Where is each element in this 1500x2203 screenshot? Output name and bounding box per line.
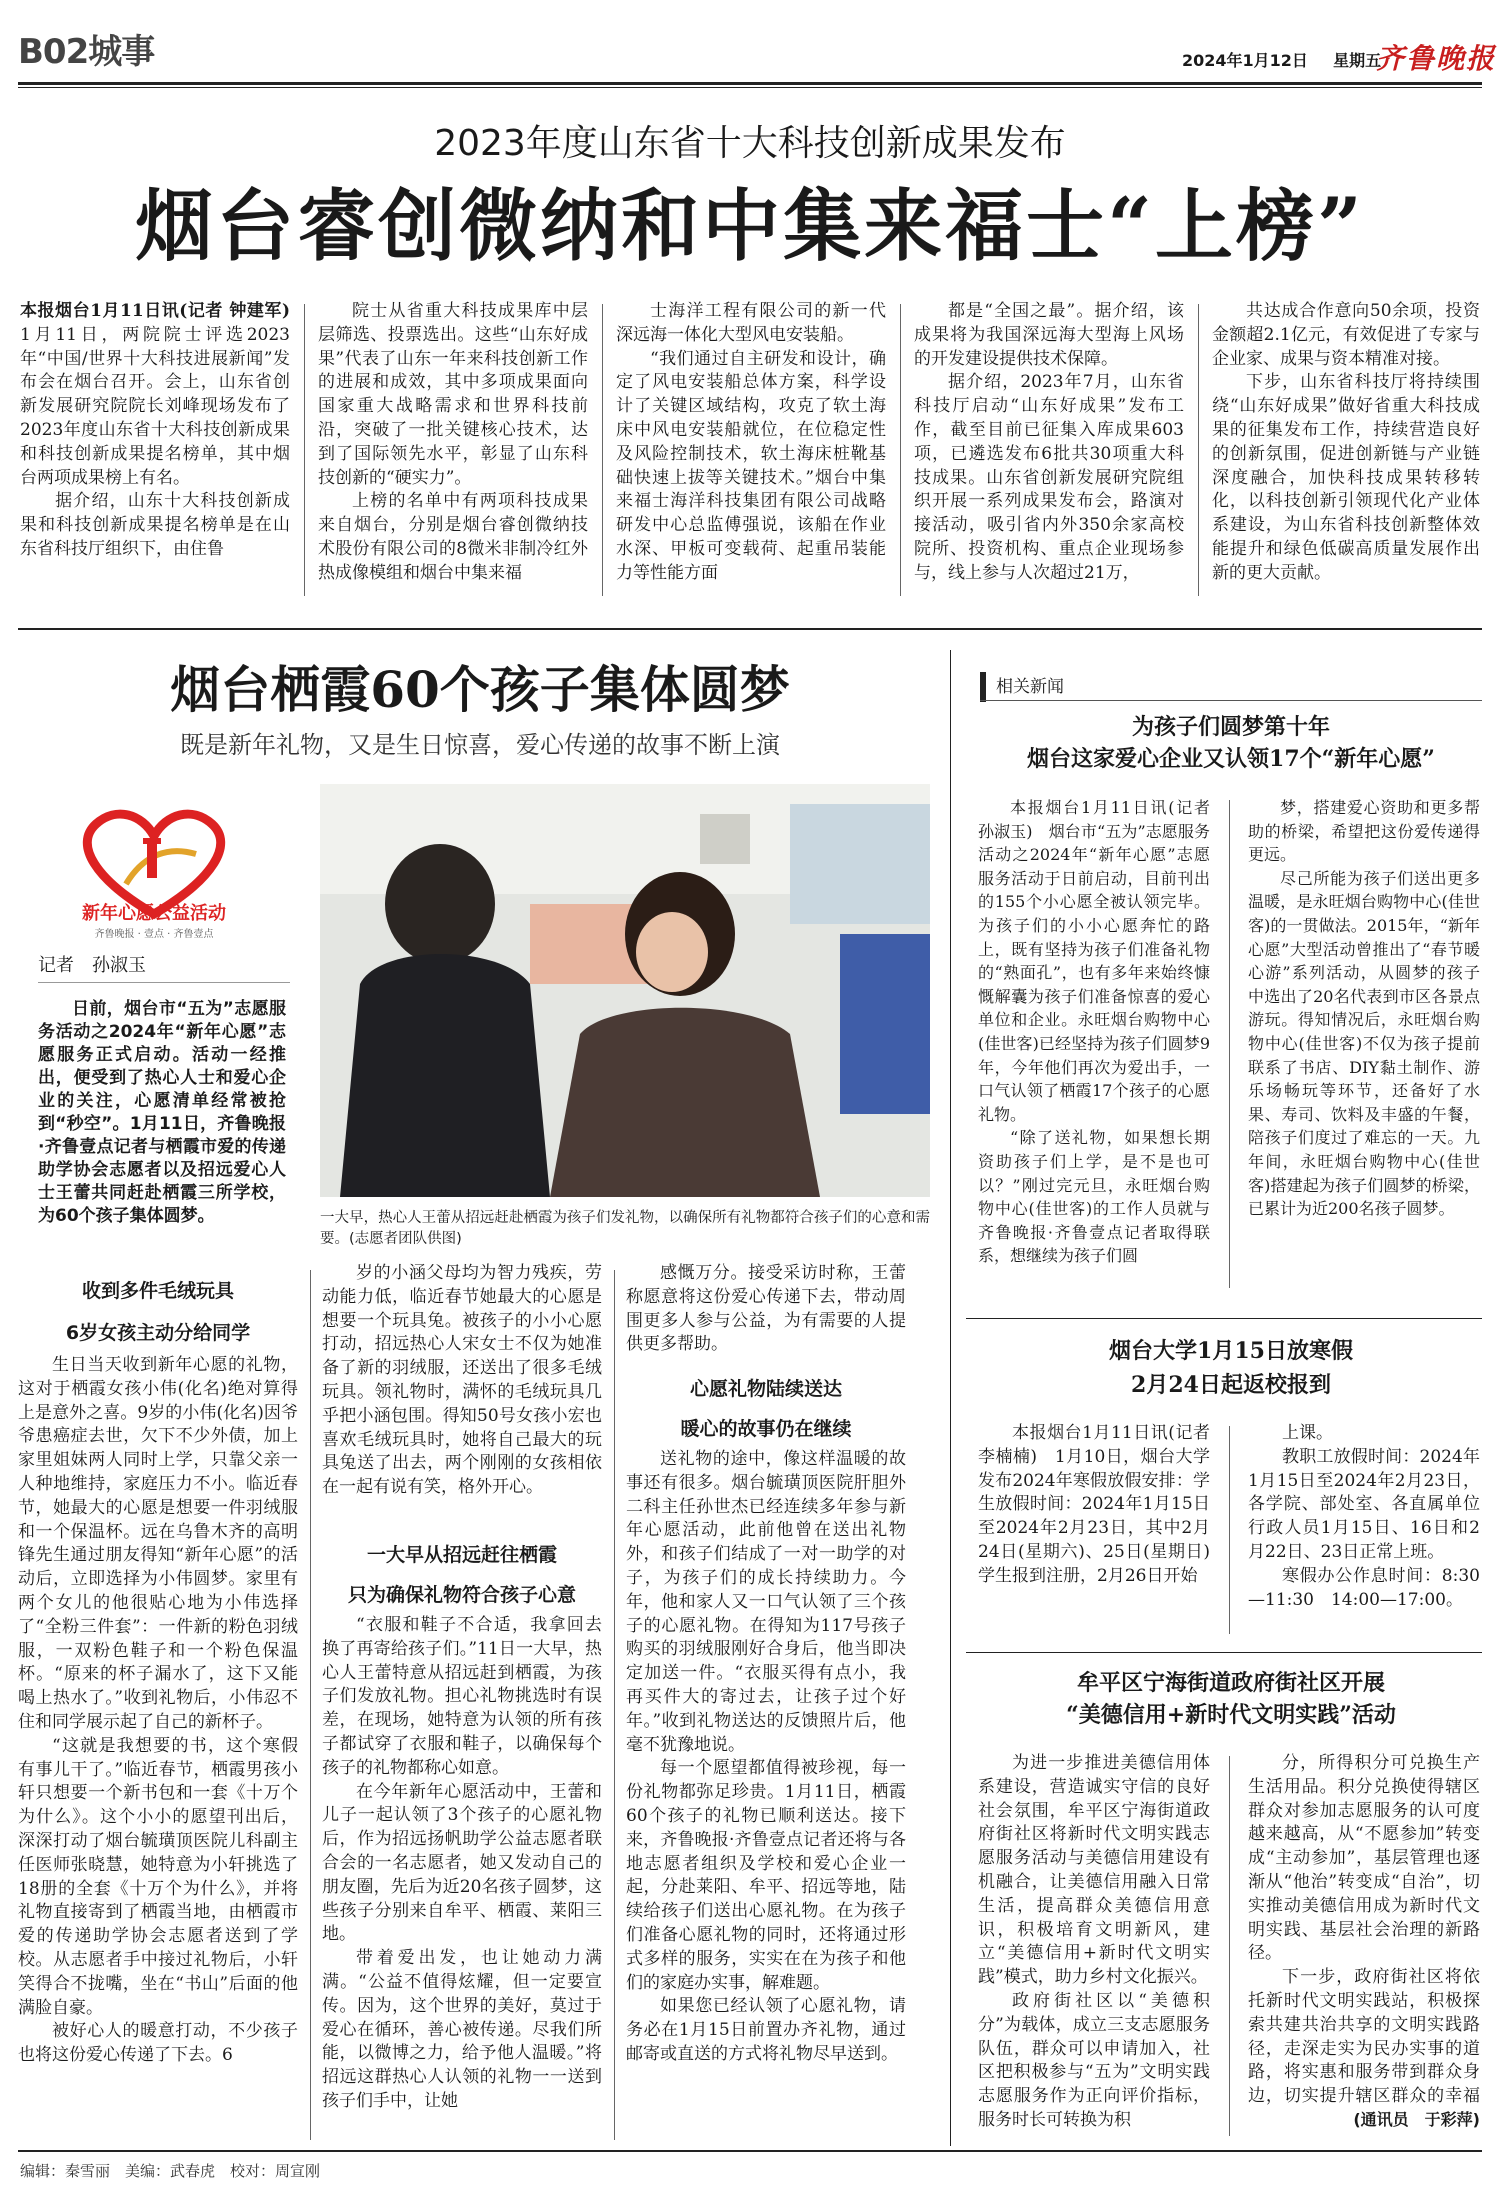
paragraph: 尽己所能为孩子们送出更多温暖，是永旺烟台购物中心(佳世客)的一贯做法。2015年，“新年心愿”大型活动曾推出了“春节暖心游”系列活动，从圆梦的孩子中选出了20名代表到市区各景点游玩。得知情况后，永旺烟台购物中心(佳世客)不仅为孩子提前联系了书店、DIY黏土制作、游乐场畅玩等环节，还备好了水果、寿司、饮料及丰盛的午餐，陪孩子们度过了难忘的一天。九年间，永旺烟台购物中心(佳世客)搭建起为孩子们圆梦的桥梁，已累计为近200名孩子圆梦。 xyxy=(1248,868,1480,1219)
date-text: 2024年1月12日 xyxy=(1182,51,1308,70)
dream-column-3a xyxy=(626,1262,906,1362)
paragraph: 政府街社区以“美德积分”为载体，成立三支志愿服务队伍，群众可以申请加入，社区把积极参与“五为”文明实践志愿服务作为正向评价指标，服务时长可转换为积 xyxy=(978,1990,1210,2130)
paragraph: 被好心人的暖意打动，不少孩子也将这份爱心传递了下去。6 xyxy=(18,2021,298,2066)
lead-column-4 xyxy=(914,300,1184,600)
paragraph: 为进一步推进美德信用体系建设，营造诚实守信的良好社会氛围，牟平区宁海街道政府街社区将新时代文明实践志愿服务活动与美德信用建设有机融合，让美德信用融入日常生活，提高群众美德信用意识，积极培育文明新风，建立“美德信用+新时代文明实践”模式，助力乡村文化振兴。 xyxy=(978,1753,1210,1988)
photo-caption xyxy=(320,1208,930,1258)
university-headline-1: 烟台大学1月15日放寒假 xyxy=(1109,1338,1353,1364)
lead-dateline: 本报烟台1月11日讯(记者 钟建军) xyxy=(20,301,290,321)
dream-column-2b xyxy=(322,1614,602,2144)
paragraph: 每一个愿望都值得被珍视，每一份礼物都弥足珍贵。1月11日，栖霞60个孩子的礼物已顺利送达。接下来，齐鲁晚报·齐鲁壹点记者还将与各地志愿者组织及学校和爱心企业一起，分赴莱阳、牟平、招远等地，陆续给孩子们送出心愿礼物。在为孩子们准备心愿礼物的同时，还将通过形式多样的服务，实实在在为孩子和他们的家庭办实事，解难题。 xyxy=(626,1758,906,1993)
subhead-1-line2: 6岁女孩主动分给同学 xyxy=(65,1322,251,1344)
paragraph: 岁的小涵父母均为智力残疾，劳动能力低，临近春节她最大的心愿是想要一个玩具兔。被孩子的小小心愿打动，招远热心人宋女士不仅为她准备了新的羽绒服，还送出了很多毛绒玩具。领礼物时，满怀的毛绒玩具几乎把小涵包围。得知50号女孩小宏也喜欢毛绒玩具时，她将自己最大的玩具兔送了出去，两个刚刚的女孩相依在一起有说有笑，格外开心。 xyxy=(322,1263,602,1498)
related-column-2 xyxy=(1248,796,1480,1292)
dream-column-2a xyxy=(322,1262,602,1530)
paragraph: 下步，山东省科技厅将持续围绕“山东好成果”做好省重大科技成果的征集发布工作，持续营造良好的创新氛围，促进创新链与产业链深度融合，加快科技成果转移转化，以科技创新引领现代化产业体系建设，为山东省科技创新整体效能提升和绿色低碳高质量发展作出新的更大贡献。 xyxy=(1212,372,1480,583)
subhead-3 xyxy=(626,1374,906,1444)
subhead-2-line2: 只为确保礼物符合孩子心意 xyxy=(347,1584,576,1606)
paragraph: 上课。 xyxy=(1282,1423,1333,1443)
paragraph: “除了送礼物，如果想长期资助孩子们上学，是不是也可以？”刚过完元旦，永旺烟台购物中心(佳世客)的工作人员就与齐鲁晚报·齐鲁壹点记者取得联系，想继续为孩子们圆 xyxy=(978,1128,1210,1266)
subhead-3-line1: 心愿礼物陆续送达 xyxy=(689,1378,842,1400)
subhead-1 xyxy=(18,1276,298,1348)
community-signature: (通讯员 于彩萍) xyxy=(1353,2110,1480,2129)
related-headline-1: 为孩子们圆梦第十年 xyxy=(1131,714,1330,740)
lead-headline: 烟台睿创微纳和中集来福士“上榜” xyxy=(135,181,1365,272)
dream-intro xyxy=(38,998,286,1234)
dream-headline: 烟台栖霞60个孩子集体圆梦 xyxy=(170,660,790,719)
news-photo xyxy=(320,784,930,1197)
footer-credits: 编辑：秦雪丽 美编：武春虎 校对：周宣刚 xyxy=(20,2162,321,2180)
community-column-2 xyxy=(1248,1752,1480,2108)
related-label xyxy=(980,672,1092,702)
paragraph: 士海洋工程有限公司的新一代深远海一体化大型风电安装船。 xyxy=(616,301,886,345)
related-headline-2: 烟台这家爱心企业又认领17个“新年心愿” xyxy=(1027,746,1435,772)
lead-column-5 xyxy=(1212,300,1480,600)
dream-intro-text: 日前，烟台市“五为”志愿服务活动之2024年“新年心愿”志愿服务正式启动。活动一经推出，便受到了热心人士和爱心企业的关注，心愿清单经常被抢到“秒空”。1月11日，齐鲁晚报·齐鲁壹点记者与栖霞市爱的传递助学协会志愿者以及招远爱心人士王蕾共同赶赴栖霞三所学校，为60个孩子集体圆梦。 xyxy=(38,999,286,1226)
paragraph: 本报烟台1月11日讯(记者 李楠楠) 1月10日，烟台大学发布2024年寒假放假安排：学生放假时间：2024年1月15日至2024年2月23日，其中2月24日(星期六)、25日(星期日)学生报到注册，2月26日开始 xyxy=(978,1423,1210,1586)
subhead-1-line1: 收到多件毛绒玩具 xyxy=(81,1280,234,1302)
subhead-2-line1: 一大早从招远赶往栖霞 xyxy=(366,1544,557,1566)
logo-sponsors: 齐鲁晚报 · 壹点 · 齐鲁壹点 xyxy=(94,929,214,940)
lead-col1-text: 1月11日，两院院士评选2023年“中国/世界十大科技进展新闻”发布会在烟台召开。会上，山东省创新发展研究院院长刘峰现场发布了2023年度山东省十大科技创新成果和科技创新成果提名榜单，其中烟台两项成果榜上有名。 据介绍，山东十大科技创新成果和科技创新成果提名榜单是在山东省科技厅组织下，由住鲁 xyxy=(20,324,290,559)
paragraph: “我们通过自主研发和设计，确定了风电安装船总体方案，科学设计了关键区域结构，攻克了软土海床中风电安装船就位，在位稳定性及风险控制技术，软土海床桩靴基础快速上拔等关键技术。”烟台中集来福士海洋科技集团有限公司战略研发中心总监傅强说，该船在作业水深、甲板可变载荷、起重吊装能力等性能方面 xyxy=(616,348,886,583)
paragraph: 共达成合作意向50余项，投资金额超2.1亿元，有效促进了专家与企业家、成果与资本精准对接。 xyxy=(1212,301,1480,369)
paragraph: 寒假办公作息时间：8:30—11:30 14:00—17:00。 xyxy=(1248,1565,1480,1610)
header-rule xyxy=(18,82,1482,85)
community-column-1 xyxy=(978,1752,1210,2132)
lead-column-1 xyxy=(20,300,290,600)
photo-caption-text: 一大早，热心人王蕾从招远赶赴栖霞为孩子们发礼物，以确保所有礼物都符合孩子们的心意和需要。(志愿者团队供图) xyxy=(320,1210,930,1247)
paragraph: 梦，搭建爱心资助和更多帮助的桥梁，希望把这份爱传递得更远。 xyxy=(1248,798,1480,865)
dream-column-3b xyxy=(626,1448,906,2144)
right-column-divider xyxy=(950,650,951,2146)
issue-date xyxy=(1182,50,1381,72)
subhead-2 xyxy=(322,1540,602,1610)
university-column-1 xyxy=(978,1422,1210,1638)
paragraph: 都是“全国之最”。据介绍，该成果将为我国深远海大型海上风场的开发建设提供技术保障。 xyxy=(914,301,1184,369)
lead-bottom-rule xyxy=(18,628,1482,630)
dream-column-1 xyxy=(18,1354,298,2144)
paragraph: 本报烟台1月11日讯(记者 孙淑玉) 烟台市“五为”志愿服务活动之2024年“新年心愿”志愿服务活动于日前启动，目前刊出的155个小心愿全被认领完毕。为孩子们的小小心愿奔忙的路上，既有坚持为孩子们准备礼物的“熟面孔”，也有多年来始终慷慨解囊为孩子们准备惊喜的爱心单位和企业。永旺烟台购物中心(佳世客)已经坚持为孩子们圆梦9年，今年他们再次为爱出手，一口气认领了栖霞17个孩子的心愿礼物。 xyxy=(978,798,1210,1124)
logo-title: 新年心愿公益活动 xyxy=(82,903,226,924)
university-column-2 xyxy=(1248,1422,1480,1638)
related-label-text: 相关新闻 xyxy=(996,677,1064,697)
masthead-logo: 齐鲁晚报 xyxy=(1376,42,1497,75)
gift-giving-photo-icon xyxy=(320,784,930,1197)
paragraph: 如果您已经认领了心愿礼物，请务必在1月15日前置办齐礼物，通过邮寄或直送的方式将礼物尽早送到。 xyxy=(626,1996,906,2064)
paragraph: 教职工放假时间：2024年1月15日至2024年2月23日，各学院、部处室、各直属单位行政人员1月15日、16日和2月22日、23日正常上班。 xyxy=(1248,1446,1480,1562)
community-headline-2: “美德信用+新时代文明实践”活动 xyxy=(1066,1702,1396,1728)
paragraph: 送礼物的途中，像这样温暖的故事还有很多。烟台毓璜顶医院肝胆外二科主任孙世杰已经连续多年参与新年心愿活动，此前他曾在送出礼物外，和孩子们结成了一对一助学的对子，为孩子们的成长持续助力。今年，他和家人又一口气认领了三个孩子的心愿礼物。在得知为117号孩子购买的羽绒服刚好合身后，他当即决定加送一件。“衣服买得有点小，我再买件大的寄过去，让孩子过个好年。”收到礼物送达的反馈照片后，他毫不犹豫地说。 xyxy=(626,1449,906,1755)
paragraph: 分，所得积分可兑换生产生活用品。积分兑换使得辖区群众对参加志愿服务的认可度越来越高，从“不愿参加”转变成“主动参加”，基层管理也逐渐从“他治”转变成“自治”，切实推动美德信用成为新时代文明实践、基层社会治理的新路径。 xyxy=(1248,1753,1480,1964)
lead-column-3 xyxy=(616,300,886,600)
section-label: B02城事 xyxy=(18,32,155,72)
university-headline-2: 2月24日起返校报到 xyxy=(1131,1372,1331,1398)
paragraph: “衣服和鞋子不合适，我拿回去换了再寄给孩子们。”11日一大早，热心人王蕾特意从招远赶到栖霞，为孩子们发放礼物。担心礼物挑选时有误差，在现场，她特意为认领的所有孩子都试穿了衣服和鞋子，以确保每个孩子的礼物都称心如意。 xyxy=(322,1615,602,1778)
paragraph: “这就是我想要的书，这个寒假有事儿干了。”临近春节，栖霞男孩小轩只想要一个新书包和一套《十万个为什么》。这个小小的愿望刊出后，深深打动了烟台毓璜顶医院儿科副主任医师张晓慧，她特意为小轩挑选了18册的全套《十万个为什么》，并将礼物直接寄到了栖霞当地，由栖霞市爱的传递助学协会志愿者送到了学校。从志愿者手中接过礼物后，小轩笑得合不拢嘴，坐在“书山”后面的他满脸自豪。 xyxy=(18,1735,298,2018)
paragraph: 据介绍，2023年7月，山东省科技厅启动“山东好成果”发布工作，截至目前已征集入库成果603项，已遴选发布6批共30项重大科技成果。山东省创新发展研究院组织开展一系列成果发布会，路演对接活动，吸引省内外350余家高校院所、投资机构、重点企业现场参与，线上参与人次超过21万， xyxy=(914,372,1184,583)
dream-subheadline: 既是新年礼物，又是生日惊喜，爱心传递的故事不断上演 xyxy=(180,731,780,759)
footer-rule xyxy=(18,2150,1482,2152)
weekday-text: 星期五 xyxy=(1333,51,1382,70)
paragraph: 带着爱出发，也让她动力满满。“公益不值得炫耀，但一定要宣传。因为，这个世界的美好，莫过于爱心在循环，善心被传递。尽我们所能，以微博之力，给予他人温暖。”将招远这群热心人认领的礼物一一送到孩子们手中，让她 xyxy=(322,1948,602,2111)
community-headline-1: 牟平区宁海街道政府街社区开展 xyxy=(1076,1670,1385,1696)
lead-kicker: 2023年度山东省十大科技创新成果发布 xyxy=(434,123,1066,164)
subhead-3-line2: 暖心的故事仍在继续 xyxy=(680,1418,852,1440)
paragraph: 院士从省重大科技成果库中层层筛选、投票选出。这些“山东好成果”代表了山东一年来科技创新工作的进展和成效，其中多项成果面向国家重大战略需求和世界科技前沿，突破了一批关键核心技术，达到了国际领先水平，彰显了山东科技创新的“硬实力”。 xyxy=(318,301,588,488)
paragraph: 在今年新年心愿活动中，王蕾和儿子一起认领了3个孩子的心愿礼物后，作为招远扬帆助学公益志愿者联合会的一名志愿者，她又发动自己的朋友圈，先后为近20名孩子圆梦，这些孩子分别来自牟平、栖霞、莱阳三地。 xyxy=(322,1781,602,1945)
lead-column-2 xyxy=(318,300,588,600)
dream-reporter: 记者 孙淑玉 xyxy=(38,955,146,976)
paragraph: 上榜的名单中有两项科技成果来自烟台，分别是烟台睿创微纳技术股份有限公司的8微米非制冷红外热成像模组和烟台中集来福 xyxy=(318,491,588,583)
paragraph: 下一步，政府街社区将依托新时代文明实践站，积极探索共建共治共享的文明实践路径，走深走实为民办实事的道路，将实惠和服务带到群众身边，切实提升辖区群众的幸福 xyxy=(1248,1967,1480,2107)
related-column-1 xyxy=(978,796,1210,1292)
paragraph: 感慨万分。接受采访时称，王蕾称愿意将这份爱心传递下去，带动周围更多人参与公益，为有需要的人提供更多帮助。 xyxy=(626,1263,906,1355)
paragraph: 生日当天收到新年心愿的礼物，这对于栖霞女孩小伟(化名)绝对算得上是意外之喜。9岁的小伟(化名)因爷爷患癌症去世，欠下不少外债，加上家里姐妹两人同时上学，只靠父亲一人种地维持，家庭压力不小。临近春节，她最大的心愿是想要一件羽绒服和一个保温杯。远在乌鲁木齐的高明锋先生通过朋友得知“新年心愿”的活动后，立即选择为小伟圆梦。家里有两个女儿的他很贴心地为小伟选择了“全粉三件套”：一件新的粉色羽绒服，一双粉色鞋子和一个粉色保温杯。“原来的杯子漏水了，这下又能喝上热水了。”收到礼物后，小伟忍不住和同学展示起了自己的新杯子。 xyxy=(18,1355,298,1732)
